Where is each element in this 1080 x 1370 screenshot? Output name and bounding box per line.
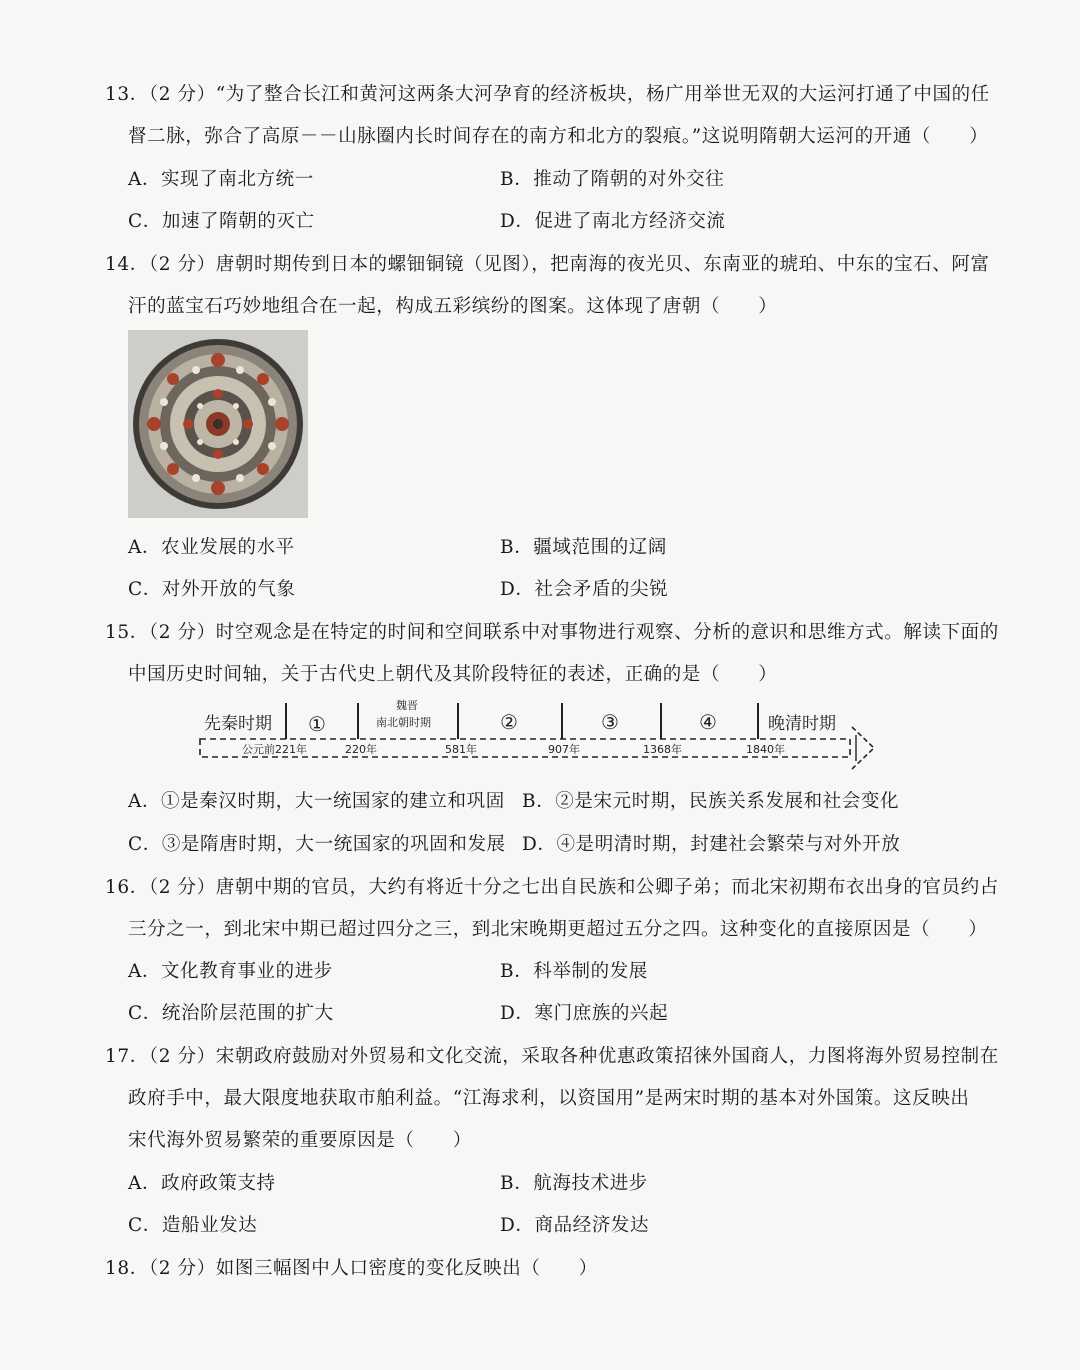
q17-option-c[interactable]: C．造船业发达 — [128, 1215, 258, 1236]
timeline-year: 581年 — [445, 743, 477, 756]
q13-option-a[interactable]: A．实现了南北方统一 — [128, 169, 314, 190]
q14-option-c[interactable]: C．对外开放的气象 — [128, 579, 296, 600]
q16-option-d[interactable]: D．寒门庶族的兴起 — [500, 1003, 669, 1024]
q14-option-b[interactable]: B．疆域范围的辽阔 — [500, 537, 667, 558]
q16-stem-line2: 三分之一，到北宋中期已超过四分之三，到北宋晚期更超过五分之四。这种变化的直接原因是（ ） — [128, 919, 988, 940]
q13-option-d[interactable]: D．促进了南北方经济交流 — [500, 211, 726, 232]
q17-option-d[interactable]: D．商品经济发达 — [500, 1215, 650, 1236]
q14-option-d[interactable]: D．社会矛盾的尖锐 — [500, 579, 669, 600]
timeline-year: 220年 — [345, 743, 377, 756]
timeline-mid-bottom: 南北朝时期 — [376, 716, 431, 729]
timeline-year: 1368年 — [643, 743, 682, 756]
q17-option-b[interactable]: B．航海技术进步 — [500, 1173, 648, 1194]
q15-option-c[interactable]: C．③是隋唐时期，大一统国家的巩固和发展 — [128, 834, 506, 855]
timeline-period-4: ④ — [699, 710, 717, 734]
timeline-year: 907年 — [548, 743, 580, 756]
timeline-year: 1840年 — [746, 743, 785, 756]
q17-stem-line3: 宋代海外贸易繁荣的重要原因是（ ） — [128, 1130, 472, 1151]
timeline-year: 公元前221年 — [242, 743, 307, 756]
q15-option-b[interactable]: B．②是宋元时期，民族关系发展和社会变化 — [522, 791, 900, 812]
q16-option-c[interactable]: C．统治阶层范围的扩大 — [128, 1003, 334, 1024]
q15-stem-line1: 15．（2 分）时空观念是在特定的时间和空间联系中对事物进行观察、分析的意识和思维方式。解读下面的 — [105, 622, 999, 643]
q18-stem-line1: 18．（2 分）如图三幅图中人口密度的变化反映出（ ） — [105, 1258, 598, 1279]
timeline-end-label: 晚清时期 — [768, 714, 836, 734]
q13-option-b[interactable]: B．推动了隋朝的对外交往 — [500, 169, 725, 190]
q14-stem-line1: 14．（2 分）唐朝时期传到日本的螺钿铜镜（见图），把南海的夜光贝、东南亚的琥珀、中东的宝石、阿富 — [105, 254, 990, 275]
history-timeline — [196, 695, 886, 775]
mirror-image — [128, 330, 308, 518]
q16-option-a[interactable]: A．文化教育事业的进步 — [128, 961, 333, 982]
q14-stem-line2: 汗的蓝宝石巧妙地组合在一起，构成五彩缤纷的图案。这体现了唐朝（ ） — [128, 296, 778, 317]
q16-stem-line1: 16．（2 分）唐朝中期的官员，大约有将近十分之七出自民族和公卿子弟；而北宋初期布衣出身的官员约占 — [105, 877, 999, 898]
timeline-period-2: ② — [500, 710, 518, 734]
timeline-period-1: ① — [308, 712, 326, 736]
q15-option-a[interactable]: A．①是秦汉时期，大一统国家的建立和巩固 — [128, 791, 505, 812]
q13-stem-line1: 13．（2 分）“为了整合长江和黄河这两条大河孕育的经济板块，杨广用举世无双的大运河打通了中国的任 — [105, 84, 990, 105]
timeline-period-3: ③ — [601, 710, 619, 734]
q17-stem-line2: 政府手中，最大限度地获取市舶利益。“江海求利，以资国用”是两宋时期的基本对外国策。这反映出 — [128, 1088, 970, 1109]
q15-stem-line2: 中国历史时间轴，关于古代史上朝代及其阶段特征的表述，正确的是（ ） — [128, 664, 778, 685]
q17-stem-line1: 17．（2 分）宋朝政府鼓励对外贸易和文化交流，采取各种优惠政策招徕外国商人，力图将海外贸易控制在 — [105, 1046, 999, 1067]
q16-option-b[interactable]: B．科举制的发展 — [500, 961, 648, 982]
q15-option-d[interactable]: D．④是明清时期，封建社会繁荣与对外开放 — [522, 834, 901, 855]
q14-option-a[interactable]: A．农业发展的水平 — [128, 537, 295, 558]
q13-option-c[interactable]: C．加速了隋朝的灭亡 — [128, 211, 315, 232]
timeline-start-label: 先秦时期 — [204, 714, 272, 734]
q17-option-a[interactable]: A．政府政策支持 — [128, 1173, 276, 1194]
q13-stem-line2: 督二脉，弥合了高原－－山脉圈内长时间存在的南方和北方的裂痕。”这说明隋朝大运河的开通（ ） — [128, 126, 989, 147]
timeline-mid-top: 魏晋 — [396, 699, 418, 712]
